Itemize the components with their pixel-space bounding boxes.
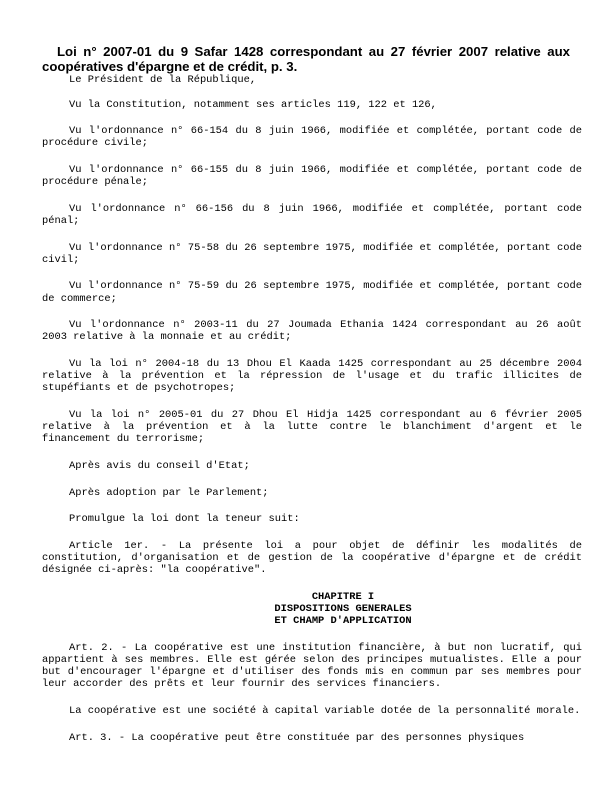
- paragraph: Vu la Constitution, notamment ses articles 119, 122 et 126,: [69, 98, 437, 111]
- chapter-title-line: DISPOSITIONS GENERALES: [274, 602, 412, 615]
- paragraph: Après avis du conseil d'Etat;: [69, 459, 250, 472]
- document-body: [42, 74, 582, 758]
- paragraph: Vu l'ordonnance n° 75-58 du 26 septembre 1975, modifiée et complétée, portant code civil;: [42, 241, 582, 266]
- paragraph: Vu l'ordonnance n° 75-59 du 26 septembre 1975, modifiée et complétée, portant code de commerce;: [42, 280, 582, 305]
- paragraph: Vu l'ordonnance n° 66-155 du 8 juin 1966, modifiée et complétée, portant code de procédure pénale;: [42, 163, 582, 189]
- chapter-title-line: ET CHAMP D'APPLICATION: [274, 615, 412, 628]
- paragraph: Après adoption par le Parlement;: [69, 486, 269, 499]
- paragraph: Article 1er. - La présente loi a pour objet de définir les modalités de constitution, d'organisation et de gestion de la coopérative d'épargne et de crédit désignée ci-après: "la coopérative".: [42, 539, 582, 577]
- paragraph: Le Président de la République,: [69, 74, 257, 86]
- document-title: Loi n° 2007-01 du 9 Safar 1428 correspondant au 27 février 2007 relative aux coopératives d'épargne et de crédit, p. 3.: [42, 44, 570, 74]
- paragraph: Art. 2. - La coopérative est une institution financière, à but non lucratif, qui appartient à ses membres. Elle est gérée selon des principes mutualistes. Elle a pour but d'encourager l'épargne et d'utiliser des fonds mis en commun par ses membres pour leur accorder des prêts et leur fournir des services financiers.: [42, 641, 582, 691]
- chapter-number: CHAPITRE I: [311, 590, 375, 603]
- paragraph: La coopérative est une société à capital variable dotée de la personnalité morale.: [69, 704, 581, 717]
- paragraph: Vu la loi n° 2004-18 du 13 Dhou El Kaada 1425 correspondant au 25 décembre 2004 relative à la prévention et la répression de l'usage et du trafic illicites de stupéfiants et de psychotropes;: [42, 357, 582, 395]
- paragraph: Promulgue la loi dont la teneur suit:: [69, 513, 300, 526]
- paragraph: Vu l'ordonnance n° 66-156 du 8 juin 1966, modifiée et complétée, portant code pénal;: [42, 202, 582, 227]
- paragraph: Vu la loi n° 2005-01 du 27 Dhou El Hidja 1425 correspondant au 6 février 2005 relative à la prévention et à la lutte contre le blanchiment d'argent et le financement du terrorisme;: [42, 408, 582, 446]
- paragraph: Vu l'ordonnance n° 66-154 du 8 juin 1966, modifiée et complétée, portant code de procédure civile;: [42, 125, 582, 150]
- paragraph: Vu l'ordonnance n° 2003-11 du 27 Joumada Ethania 1424 correspondant au 26 août 2003 relative à la monnaie et au crédit;: [42, 319, 582, 344]
- paragraph: Art. 3. - La coopérative peut être constituée par des personnes physiques: [69, 731, 525, 744]
- chapter-heading: [42, 591, 582, 628]
